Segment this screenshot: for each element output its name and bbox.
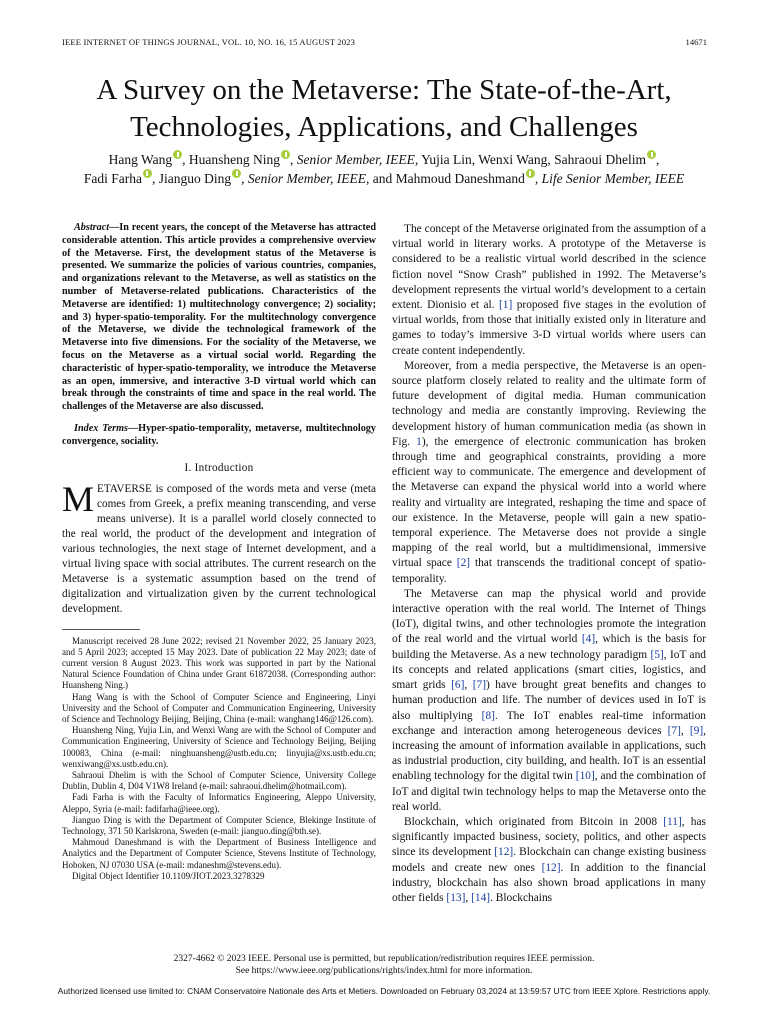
citation-link[interactable]: [5] bbox=[650, 648, 664, 661]
rights-link[interactable]: See https://www.ieee.org/publications/rights/index.html for more information. bbox=[235, 966, 533, 976]
author-line-1: Hang Wang , Huansheng Ning , Senior Member, IEEE, Yujia Lin, Wenxi Wang, Sahraoui Dhelim , bbox=[108, 152, 660, 167]
body-paragraph: Blockchain, which originated from Bitcoin in 2008 [11], has significantly impacted business, society, politics, and other aspects since its development [12]. Blockchain can change existing business models and create new ones [12]. In addition to the financial industry, blockchain has also shown broad applications in many other fields [13], [14]. Blockchains bbox=[392, 815, 707, 904]
citation-link[interactable]: [14] bbox=[471, 891, 491, 904]
left-column bbox=[62, 222, 376, 882]
license-notice: Authorized licensed use limited to: CNAM Conservatoire Nationale des Arts et Metiers. Downloaded on February 03,2024 at 13:59:57 UTC from IEEE Xplore. Restrictions apply. bbox=[57, 986, 711, 996]
citation-link[interactable]: [4] bbox=[581, 633, 596, 646]
citation-link[interactable]: [13] bbox=[446, 891, 466, 904]
figure-link[interactable]: 1 bbox=[416, 435, 422, 448]
author-name: Yujia Lin, Wenxi Wang, Sahraoui Dhelim bbox=[421, 152, 647, 167]
body-paragraph: The concept of the Metaverse originated from the assumption of a virtual world in literary works. A prototype of the Metaverse is considered to be a realistic virtual world described in the science fiction novel “Snow Crash” published in 1992. The Metaverse’s development represents the virtual world’s development to a certain extent. Dionisio et al. [1] proposed five stages in the evolution of virtual worlds, from those that initially existed only in literature and games to today’s immersive 3-D virtual worlds where users can create content independently. bbox=[392, 223, 706, 357]
abstract bbox=[62, 222, 376, 414]
author-role: Senior Member, IEEE bbox=[247, 171, 366, 186]
citation-link[interactable]: [12] bbox=[541, 861, 561, 874]
footnote: Huansheng Ning, Yujia Lin, and Wenxi Wang are with the School of Computer and Communication Engineering, University of Science and Technology Beijing, Beijing 100083, China (e-mail: ninghuansheng@ustb.edu.cn; linyujia@xs.ustb.edu.cn; wenxiwang@xs.ustb.edu.cn). bbox=[62, 725, 376, 769]
title-line-2: Technologies, Applications, and Challenges bbox=[130, 111, 638, 143]
footnote-rule bbox=[62, 629, 140, 630]
body-paragraph: Moreover, from a media perspective, the Metaverse is an open-source platform closely related to reality and the ultimate form of future development of digital media. Human communication technology and media are constantly improving. Reviewing the development history of human communication media (as shown in Fig. 1), the emergence of electronic communication has broken through time and geographical constraints, providing a more efficient way to communicate. The emergence and development of the Metaverse can expand the physical world into a world where reality and virtuality are integrated, reshaping the time and space of our existence. In the Metaverse, people will gain a new spatio-temporal experience. The Metaverse does not provide a single mapping of the real world, but a multidimensional, immersive virtual space [2] that transcends the traditional concept of spatio-temporality. bbox=[392, 359, 706, 585]
index-terms-label: Index Terms bbox=[74, 422, 128, 434]
author-role: Senior Member, IEEE bbox=[296, 152, 415, 167]
orcid-icon[interactable] bbox=[647, 150, 656, 159]
author-name: Hang Wang bbox=[108, 152, 173, 167]
body-paragraph: The Metaverse can map the physical world and provide interactive operation with the real world. The Internet of Things (IoT), digital twins, and other technologies promote the integration of the real world and the virtual world [4], which is the basis for building the Metaverse. As a new technology paradigm [5], IoT and its concepts and related applications (smart cities, logistics, and smart grids [6], [7]) have brought great benefits and changes to human production and life. The number of devices used in IoT is also multiplying [8]. The IoT enables real-time information exchange and interaction among heterogeneous devices [7], [9], increasing the amount of information available in applications, such as industrial production, city building, and health. IoT is an essential enabling technology for the digital twin [10], and the combination of IoT and digital twin technology helps to map the Metaverse onto the real world. bbox=[392, 587, 707, 813]
author-name: Huansheng Ning bbox=[188, 152, 280, 167]
author-line-2: Fadi Farha , Jianguo Ding , Senior Member, IEEE, and Mahmoud Daneshmand , Life Senior Member, IEEE bbox=[83, 171, 685, 186]
author-name: and Mahmoud Daneshmand bbox=[372, 171, 525, 186]
intro-paragraph bbox=[62, 478, 376, 617]
orcid-icon[interactable] bbox=[526, 169, 535, 178]
doi[interactable]: Digital Object Identifier 10.1109/JIOT.2023.3278329 bbox=[72, 870, 265, 881]
orcid-icon[interactable] bbox=[281, 150, 290, 159]
paper-title bbox=[40, 72, 728, 146]
abstract-text: —In recent years, the concept of the Metaverse has attracted considerable attention. This article provides a comprehensive overview of the Metaverse. First, the development status of the Metaverse is presented. We summarize the policies of various countries, companies, and organizations relevant to the Metaverse, as well as statistics on the number of Metaverse-related publications. Characteristics of the Metaverse are identified: 1) multitechnology convergence; 2) sociality; and 3) hyper-spatio-temporality. For the multitechnology convergence of the Metaverse, we divide the technological framework of the Metaverse into five dimensions. For the sociality of the Metaverse, we focus on the Metaverse as a virtual social world. Regarding the characteristic of hyper-spatio-temporality, we introduce the Metaverse as an open, immersive, and interactive 3-D virtual world which can break through the constraints of time and space in the real world. The challenges of the Metaverse are also discussed. bbox=[62, 222, 376, 413]
footnote: Hang Wang is with the School of Computer Science and Engineering, Linyi University and the School of Computer and Communication Engineering, University of Science and Technology Beijing, Beijing, China (e-mail: wanghang146@126.com). bbox=[62, 691, 376, 724]
index-terms-text: —Hyper-spatio-temporality, metaverse, multitechnology convergence, sociality. bbox=[62, 422, 376, 447]
citation-link[interactable]: [12] bbox=[494, 846, 514, 859]
citation-link[interactable]: [7] bbox=[667, 724, 681, 737]
footnote: Fadi Farha is with the Faculty of Informatics Engineering, Aleppo University, Aleppo, Syria (e-mail: fadifarha@ieee.org). bbox=[62, 792, 376, 814]
copyright-notice: 2327-4662 © 2023 IEEE. Personal use is permitted, but republication/redistribution requires IEEE permission. bbox=[173, 954, 595, 964]
footnote: Jianguo Ding is with the Department of Computer Science, Blekinge Institute of Technology, 371 50 Karlskrona, Sweden (e-mail: jianguo.ding@bth.se). bbox=[62, 814, 376, 836]
footnote: Mahmoud Daneshmand is with the Department of Business Intelligence and Analytics and the Department of Computer Science, Stevens Institute of Technology, Hoboken, NJ 07030 USA (e-mail: mdaneshm@stevens.edu). bbox=[62, 837, 376, 870]
citation-link[interactable]: [6] bbox=[451, 679, 465, 692]
citation-link[interactable]: [8] bbox=[481, 709, 495, 722]
running-header: IEEE INTERNET OF THINGS JOURNAL, VOL. 10, NO. 16, 15 AUGUST 2023 bbox=[62, 37, 356, 47]
footnote: Sahraoui Dhelim is with the School of Computer Science, University College Dublin, Dublin 4, D04 V1W8 Ireland (e-mail: sahraoui.dhelim@hotmail.com). bbox=[62, 769, 376, 792]
citation-link[interactable]: [10] bbox=[575, 770, 595, 783]
citation-link[interactable]: [9] bbox=[689, 724, 704, 737]
citation-link[interactable]: [2] bbox=[456, 557, 471, 570]
orcid-icon[interactable] bbox=[143, 169, 152, 178]
citation-link[interactable]: [7] bbox=[472, 679, 487, 692]
title-line-1: A Survey on the Metaverse: The State-of-the-Art, bbox=[96, 74, 672, 106]
orcid-icon[interactable] bbox=[232, 169, 241, 178]
right-column bbox=[392, 222, 706, 906]
index-terms bbox=[62, 423, 376, 449]
dropcap: M bbox=[62, 478, 95, 519]
author-list bbox=[40, 150, 728, 188]
intro-text: ETAVERSE is composed of the words meta and verse (meta comes from Greek, a prefix meaning transcending, and verse means universe). It is a parallel world closely connected to the real world, the product of the development and integration of various technologies, the next stage of Internet development, and a virtual living space with social attributes. The current research on the Metaverse is a systematic assumption based on the trend of digitalization and virtualization given by the current technological development. bbox=[62, 482, 376, 615]
author-name: Jianguo Ding bbox=[158, 171, 232, 186]
citation-link[interactable]: [1] bbox=[498, 299, 513, 312]
section-heading: I. Introduction bbox=[184, 461, 254, 474]
footnote: Manuscript received 28 June 2022; revised 21 November 2022, 25 January 2023, and 5 April 2023; accepted 15 May 2023. Date of publication 22 May 2023; date of current version 8 August 2023. This work was supported in part by the National Natural Science Foundation of China under Grant 61872038. (Corresponding author: Huansheng Ning.) bbox=[62, 635, 376, 691]
orcid-icon[interactable] bbox=[173, 150, 182, 159]
author-name: Fadi Farha bbox=[83, 171, 142, 186]
abstract-label: Abstract bbox=[74, 222, 110, 233]
author-role: Life Senior Member, IEEE bbox=[541, 171, 685, 186]
citation-link[interactable]: [11] bbox=[663, 815, 682, 828]
page-number: 14671 bbox=[685, 37, 707, 47]
